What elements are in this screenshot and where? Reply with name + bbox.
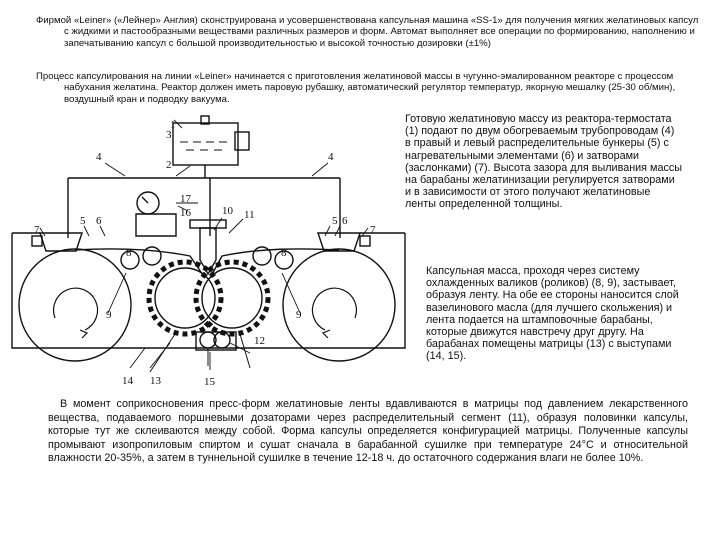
right-paragraph-2: Капсульная масса, проходя через систему охлажденных валиков (роликов) (8, 9), застывает, образуя ленту. На обе ее стороны наносится слой вазелинового масла (для лучшего скольжения) и лента подается на штамповочные барабаны, которые движутся навстречу друг другу. На барабанах помещены матрицы (13) с выступами (14, 15). [426, 265, 679, 363]
label-4-right: 4 [328, 151, 334, 163]
label-6-right: 6 [342, 215, 348, 227]
reactor-tank [173, 123, 238, 165]
label-7-right: 7 [370, 224, 376, 236]
right-drum [283, 249, 395, 361]
label-6-left: 6 [96, 215, 102, 227]
label-11: 11 [244, 209, 255, 221]
label-14: 14 [122, 375, 133, 387]
label-17: 17 [180, 193, 191, 205]
label-4-left: 4 [96, 151, 102, 163]
label-8-right: 8 [281, 247, 287, 259]
label-13: 13 [150, 375, 161, 387]
capsule-machine-diagram [0, 108, 410, 393]
label-12: 12 [254, 335, 265, 347]
left-drum [19, 249, 131, 361]
right-stamping-drum [202, 268, 262, 328]
label-1: 1 [170, 119, 176, 131]
left-hopper [40, 233, 82, 251]
label-3: 3 [166, 129, 172, 141]
right-paragraph-1: Готовую желатиновую массу из реактора-термостата (1) подают по двум обогреваемым трубопроводам (4) в правый и левый распределительные бункеры (5) с нагревательными элементами (6) и затворами (заслонками) (7). Высота зазора для выливания массы на барабаны желатинизации регулируется затворами и в зависимости от этого получают желатиновые ленты определенной толщины. [405, 113, 683, 211]
heated-pipes [68, 165, 340, 238]
reactor-valve [235, 132, 249, 150]
label-9-right: 9 [296, 309, 302, 321]
intro-paragraph-1: Фирмой «Leiner» («Лейнер» Англия) сконструирована и усовершенствована капсульная машина «SS-1» для получения мягких желатиновых капсул с жидкими и пастообразными веществами различных размеров и форм. Автомат выполняет все операции по формированию, наполнению и запечатыванию капсул с большой производительностью и высокой точностью дозировки (±1%) [36, 15, 699, 49]
label-8-left: 8 [126, 247, 132, 259]
label-10: 10 [222, 205, 233, 217]
label-9-left: 9 [106, 309, 112, 321]
label-15: 15 [204, 376, 215, 388]
label-5-right: 5 [332, 215, 338, 227]
bottom-paragraph: В момент соприкосновения пресс-форм желатиновые ленты вдавливаются в матрицы под давлением лекарственного вещества, подаваемого поршневыми дозаторами через распределительный сегмент (11), образуя половинки капсулы, которые тут же склеиваются между собой. Форма капсулы определяется конфигурацией матрицы. Полученные капсулы промывают изопропиловым спиртом и сушат сначала в барабанной сушилке при температуре 24°С и относительной влажности 20-35%, а затем в туннельной сушилке в течение 12-18 ч. до остаточного содержания влаги не более 10%. [48, 398, 688, 465]
dosing-segment [200, 228, 216, 274]
label-5-left: 5 [80, 215, 86, 227]
left-stamping-drum [155, 268, 215, 328]
label-2: 2 [166, 159, 172, 171]
label-7-left: 7 [34, 224, 40, 236]
label-16: 16 [180, 207, 191, 219]
intro-paragraph-2: Процесс капсулирования на линии «Leiner» начинается с приготовления желатиновой массы в чугунно-эмалированном реакторе с процессом набухания желатина. Реактор должен иметь паровую рубашку, автоматический регулятор температур, якорную мешалку (25-30 об/мин), воздушный кран и подводку вакуума. [36, 71, 676, 105]
